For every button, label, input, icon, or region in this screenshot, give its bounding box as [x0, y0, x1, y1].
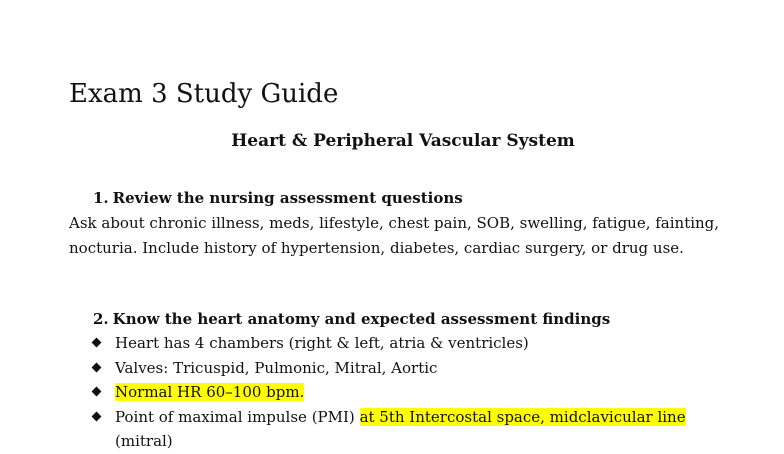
item-1-number: 1. — [93, 189, 109, 207]
section-heading: Heart & Peripheral Vascular System — [231, 131, 575, 151]
item-1-paragraph — [69, 211, 729, 260]
diamond-bullet-icon — [92, 387, 102, 397]
diamond-bullet-icon — [92, 362, 102, 372]
list-item — [93, 356, 743, 381]
diamond-bullet-icon — [92, 411, 102, 421]
bullet-text: Heart has 4 chambers (right & left, atria & ventricles) — [115, 334, 529, 352]
paragraph-line: nocturia. Include history of hypertension, diabetes, cardiac surgery, or drug use. — [69, 238, 684, 257]
bullet-continuation-text: (mitral) — [115, 432, 173, 450]
item-1-heading-text: Review the nursing assessment questions — [112, 189, 463, 207]
highlighted-bullet-text: Normal HR 60–100 bpm. — [115, 383, 305, 401]
item-2-bullet-list — [93, 331, 743, 454]
paragraph-line: Ask about chronic illness, meds, lifestyle, chest pain, SOB, swelling, fatigue, fainting, — [69, 214, 720, 232]
list-item — [93, 380, 743, 405]
diamond-bullet-icon — [92, 338, 102, 348]
document-title: Exam 3 Study Guide — [69, 79, 339, 109]
item-2-heading-text: Know the heart anatomy and expected assessment findings — [112, 310, 611, 328]
item-2-number: 2. — [93, 310, 109, 328]
list-item — [93, 331, 743, 356]
bullet-text: Point of maximal impulse (PMI) — [115, 407, 360, 426]
item-1-heading — [93, 187, 463, 209]
list-item — [93, 405, 743, 454]
item-2-heading — [93, 308, 610, 330]
highlighted-bullet-text: at 5th Intercostal space, midclavicular line — [359, 407, 686, 426]
bullet-text: Valves: Tricuspid, Pulmonic, Mitral, Aortic — [115, 358, 438, 377]
